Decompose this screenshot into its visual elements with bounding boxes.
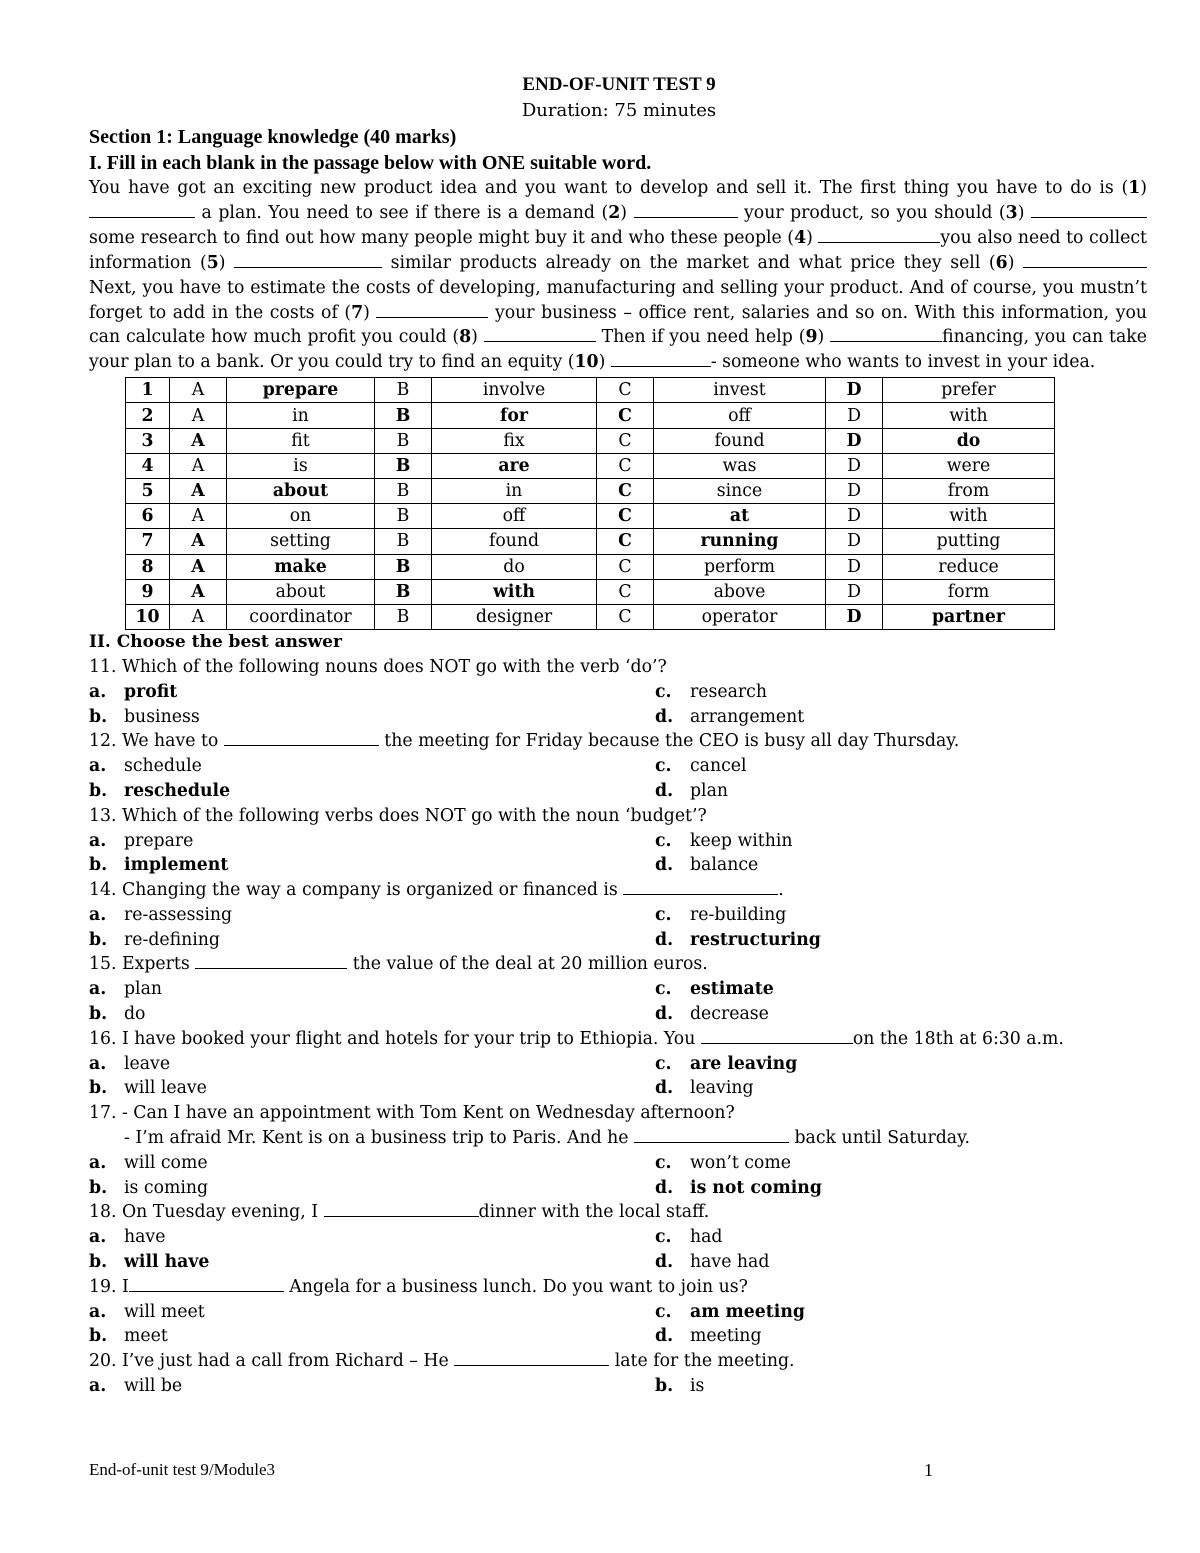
option-b[interactable]: b. is <box>655 1376 705 1397</box>
option-a[interactable]: a. will meet <box>89 1301 205 1322</box>
answer-blank[interactable] <box>623 880 778 895</box>
answer-row <box>126 428 1055 453</box>
answer-blank[interactable] <box>129 1277 284 1292</box>
option-word[interactable]: from <box>883 479 1055 504</box>
option-word[interactable]: do <box>883 428 1055 453</box>
option-word[interactable]: off <box>654 403 826 428</box>
option-word[interactable]: was <box>654 453 826 478</box>
option-b[interactable]: b. will have <box>89 1252 210 1273</box>
option-d[interactable]: d. have had <box>655 1252 770 1273</box>
question-stem-line2: - I’m afraid Mr. Kent is on a business trip to Paris. And he back until Saturday. <box>124 1128 971 1149</box>
answer-row <box>126 604 1055 629</box>
option-letter[interactable]: D <box>826 579 883 604</box>
option-b[interactable]: b. will leave <box>89 1078 207 1099</box>
option-row <box>89 928 1149 953</box>
option-word[interactable]: prefer <box>883 378 1055 403</box>
question-stem: 12. We have to the meeting for Friday because the CEO is busy all day Thursday. <box>89 731 960 752</box>
section-heading: Section 1: Language knowledge (40 marks) <box>89 126 457 148</box>
option-letter[interactable]: D <box>826 529 883 554</box>
test-page <box>89 72 1149 1399</box>
test-title: END-OF-UNIT TEST 9 <box>522 74 716 95</box>
question-stem: 19. I Angela for a business lunch. Do you want to join us? <box>89 1276 748 1297</box>
option-letter[interactable]: C <box>597 604 654 629</box>
option-row <box>89 779 1149 804</box>
question-stem: 17. - Can I have an appointment with Tom Kent on Wednesday afternoon? <box>89 1103 735 1124</box>
option-row <box>89 1076 1149 1101</box>
option-a[interactable]: a. profit <box>89 681 178 702</box>
option-word[interactable]: invest <box>654 378 826 403</box>
option-word[interactable]: is <box>227 453 375 478</box>
blank-1[interactable] <box>89 203 195 218</box>
option-letter[interactable]: D <box>826 403 883 428</box>
question-stem: 20. I’ve just had a call from Richard – He late for the meeting. <box>89 1351 795 1372</box>
option-c[interactable]: c. re-building <box>655 904 787 925</box>
option-c[interactable]: c. are leaving <box>655 1053 798 1074</box>
answer-row <box>126 403 1055 428</box>
blank-10[interactable] <box>611 352 711 367</box>
option-b[interactable]: b. do <box>89 1004 146 1025</box>
option-row <box>89 903 1149 928</box>
option-word[interactable]: involve <box>432 378 597 403</box>
option-row <box>89 680 1149 705</box>
option-letter[interactable]: C <box>597 504 654 529</box>
blank-9[interactable] <box>830 327 942 342</box>
answer-row <box>126 529 1055 554</box>
question-stem: 11. Which of the following nouns does NOT go with the verb ‘do’? <box>89 656 667 677</box>
option-row <box>89 853 1149 878</box>
answer-row <box>126 579 1055 604</box>
option-letter[interactable]: C <box>597 479 654 504</box>
option-word[interactable]: prepare <box>227 378 375 403</box>
option-c[interactable]: c. am meeting <box>655 1301 805 1322</box>
option-letter[interactable]: A <box>170 504 227 529</box>
row-number[interactable]: 2 <box>126 403 170 428</box>
option-letter[interactable]: B <box>375 504 432 529</box>
row-number[interactable]: 8 <box>126 554 170 579</box>
option-letter[interactable]: C <box>597 428 654 453</box>
question-stem: 13. Which of the following verbs does NOT go with the noun ‘budget’? <box>89 805 707 826</box>
option-word[interactable]: for <box>432 403 597 428</box>
option-word[interactable]: in <box>227 403 375 428</box>
option-letter[interactable]: D <box>826 453 883 478</box>
blank-7[interactable] <box>376 303 488 318</box>
option-letter[interactable]: B <box>375 378 432 403</box>
option-word[interactable]: off <box>432 504 597 529</box>
option-letter[interactable]: D <box>826 604 883 629</box>
option-letter[interactable]: D <box>826 554 883 579</box>
row-number[interactable]: 7 <box>126 529 170 554</box>
answer-blank[interactable] <box>634 1128 789 1143</box>
option-row <box>89 1300 1149 1325</box>
footer-module: End-of-unit test 9/Module3 <box>89 1460 276 1479</box>
option-row <box>89 1052 1149 1077</box>
row-number[interactable]: 4 <box>126 453 170 478</box>
option-letter[interactable]: A <box>170 428 227 453</box>
option-letter[interactable]: A <box>170 453 227 478</box>
multiple-choice-questions <box>89 655 1149 1399</box>
option-a[interactable]: a. re-assessing <box>89 904 233 925</box>
option-d[interactable]: d. arrangement <box>655 706 805 727</box>
row-number[interactable]: 5 <box>126 479 170 504</box>
option-b[interactable]: b. meet <box>89 1326 168 1347</box>
option-word[interactable]: operator <box>654 604 826 629</box>
row-number[interactable]: 3 <box>126 428 170 453</box>
answer-blank[interactable] <box>324 1202 479 1217</box>
option-a[interactable]: a. prepare <box>89 830 194 851</box>
option-d[interactable]: d. plan <box>655 780 729 801</box>
option-word[interactable]: about <box>227 579 375 604</box>
answer-options-table <box>125 377 1055 630</box>
option-b[interactable]: b. re-defining <box>89 929 220 950</box>
option-letter[interactable]: A <box>170 479 227 504</box>
option-letter[interactable]: B <box>375 554 432 579</box>
answer-blank[interactable] <box>195 954 347 969</box>
answer-blank[interactable] <box>454 1351 609 1366</box>
option-letter[interactable]: B <box>375 529 432 554</box>
option-c[interactable]: c. won’t come <box>655 1152 791 1173</box>
option-letter[interactable]: A <box>170 403 227 428</box>
option-letter[interactable]: D <box>826 479 883 504</box>
option-letter[interactable]: B <box>375 403 432 428</box>
option-row <box>89 1250 1149 1275</box>
option-letter[interactable]: A <box>170 378 227 403</box>
option-c[interactable]: c. cancel <box>655 756 747 777</box>
blank-8[interactable] <box>484 327 596 342</box>
option-word[interactable]: were <box>883 453 1055 478</box>
part1-heading: I. Fill in each blank in the passage below with ONE suitable word. <box>89 152 652 174</box>
answer-row <box>126 479 1055 504</box>
answer-row <box>126 378 1055 403</box>
option-c[interactable]: c. had <box>655 1227 723 1248</box>
blank-3[interactable] <box>1031 203 1147 218</box>
option-b[interactable]: b. business <box>89 706 200 727</box>
option-d[interactable]: d. meeting <box>655 1326 762 1347</box>
option-word[interactable]: coordinator <box>227 604 375 629</box>
option-word[interactable]: with <box>883 504 1055 529</box>
option-letter[interactable]: B <box>375 479 432 504</box>
row-number[interactable]: 1 <box>126 378 170 403</box>
option-word[interactable]: with <box>432 579 597 604</box>
blank-4[interactable] <box>818 228 940 243</box>
option-letter[interactable]: C <box>597 403 654 428</box>
option-b[interactable]: b. implement <box>89 855 229 876</box>
answer-row <box>126 554 1055 579</box>
option-word[interactable]: on <box>227 504 375 529</box>
option-d[interactable]: d. balance <box>655 855 759 876</box>
option-letter[interactable]: D <box>826 428 883 453</box>
option-word[interactable]: form <box>883 579 1055 604</box>
option-letter[interactable]: C <box>597 378 654 403</box>
option-word[interactable]: setting <box>227 529 375 554</box>
answer-row <box>126 504 1055 529</box>
option-letter[interactable]: A <box>170 604 227 629</box>
option-word[interactable]: at <box>654 504 826 529</box>
option-a[interactable]: a. have <box>89 1227 166 1248</box>
option-c[interactable]: c. research <box>655 681 767 702</box>
question-stem: 18. On Tuesday evening, I dinner with the local staff. <box>89 1202 710 1223</box>
blank-6[interactable] <box>1023 253 1147 268</box>
footer-page-number: 1 <box>924 1460 933 1480</box>
option-letter[interactable]: A <box>170 579 227 604</box>
option-letter[interactable]: B <box>375 428 432 453</box>
option-d[interactable]: d. leaving <box>655 1078 754 1099</box>
answer-blank[interactable] <box>224 731 379 746</box>
option-letter[interactable]: D <box>826 378 883 403</box>
option-b[interactable]: b. is coming <box>89 1177 209 1198</box>
blank-5[interactable] <box>234 253 382 268</box>
option-row <box>89 754 1149 779</box>
option-a[interactable]: a. plan <box>89 979 163 1000</box>
option-row <box>89 1176 1149 1201</box>
option-row <box>89 829 1149 854</box>
option-word[interactable]: fit <box>227 428 375 453</box>
option-d[interactable]: d. decrease <box>655 1004 769 1025</box>
option-word[interactable]: since <box>654 479 826 504</box>
option-row <box>89 1324 1149 1349</box>
option-letter[interactable]: B <box>375 604 432 629</box>
option-word[interactable]: do <box>432 554 597 579</box>
option-word[interactable]: about <box>227 479 375 504</box>
option-a[interactable]: a. schedule <box>89 756 202 777</box>
question-stem: 15. Experts the value of the deal at 20 million euros. <box>89 954 708 975</box>
option-c[interactable]: c. estimate <box>655 979 774 1000</box>
option-b[interactable]: b. reschedule <box>89 780 231 801</box>
part2-heading: II. Choose the best answer <box>89 632 342 653</box>
option-row <box>89 1002 1149 1027</box>
option-letter[interactable]: D <box>826 504 883 529</box>
option-letter[interactable]: A <box>170 554 227 579</box>
option-letter[interactable]: A <box>170 529 227 554</box>
option-word[interactable]: perform <box>654 554 826 579</box>
option-row <box>89 1374 1149 1399</box>
option-word[interactable]: designer <box>432 604 597 629</box>
row-number[interactable]: 10 <box>126 604 170 629</box>
answer-row <box>126 453 1055 478</box>
option-word[interactable]: running <box>654 529 826 554</box>
option-word[interactable]: found <box>654 428 826 453</box>
option-word[interactable]: reduce <box>883 554 1055 579</box>
row-number[interactable]: 6 <box>126 504 170 529</box>
fill-in-passage: You have got an exciting new product idea and you want to develop and sell it. The first thing you have to do is (1) a plan. You need to see if there is a demand (2) your product, so you should (3) some research to find out how many people might buy it and who these people (4) you also need to collect information (5) similar products already on the market and what price they sell (6) Next, you have to estimate the costs of developing, manufacturing and selling your product. And of course, you mustn’t forget to add in the costs of (7) your business – office rent, salaries and so on. With this information, you can calculate how much profit you could (8) Then if you need help (9) financing, you can take your plan to a bank. Or you could try to find an equity (10) - someone who wants to invest in your idea. <box>89 178 1148 373</box>
question-stem: 14. Changing the way a company is organized or financed is . <box>89 880 784 901</box>
option-word[interactable]: fix <box>432 428 597 453</box>
option-row <box>89 705 1149 730</box>
option-word[interactable]: with <box>883 403 1055 428</box>
option-row <box>89 977 1149 1002</box>
option-word[interactable]: found <box>432 529 597 554</box>
blank-2[interactable] <box>634 203 738 218</box>
option-letter[interactable]: C <box>597 554 654 579</box>
row-number[interactable]: 9 <box>126 579 170 604</box>
option-letter[interactable]: C <box>597 579 654 604</box>
option-row <box>89 1151 1149 1176</box>
question-stem: 16. I have booked your flight and hotels for your trip to Ethiopia. You on the 18th at 6:30 a.m. <box>89 1028 1064 1049</box>
option-word[interactable]: partner <box>883 604 1055 629</box>
option-letter[interactable]: B <box>375 453 432 478</box>
option-a[interactable]: a. will be <box>89 1376 183 1397</box>
option-word[interactable]: above <box>654 579 826 604</box>
option-letter[interactable]: C <box>597 453 654 478</box>
option-word[interactable]: make <box>227 554 375 579</box>
option-c[interactable]: c. keep within <box>655 830 793 851</box>
option-d[interactable]: d. restructuring <box>655 929 821 950</box>
test-duration: Duration: 75 minutes <box>521 100 717 121</box>
option-row <box>89 1225 1149 1250</box>
option-a[interactable]: a. will come <box>89 1152 208 1173</box>
option-letter[interactable]: B <box>375 579 432 604</box>
option-d[interactable]: d. is not coming <box>655 1177 822 1198</box>
option-letter[interactable]: C <box>597 529 654 554</box>
option-word[interactable]: in <box>432 479 597 504</box>
option-word[interactable]: are <box>432 453 597 478</box>
option-a[interactable]: a. leave <box>89 1053 171 1074</box>
answer-blank[interactable] <box>701 1029 853 1044</box>
option-word[interactable]: putting <box>883 529 1055 554</box>
